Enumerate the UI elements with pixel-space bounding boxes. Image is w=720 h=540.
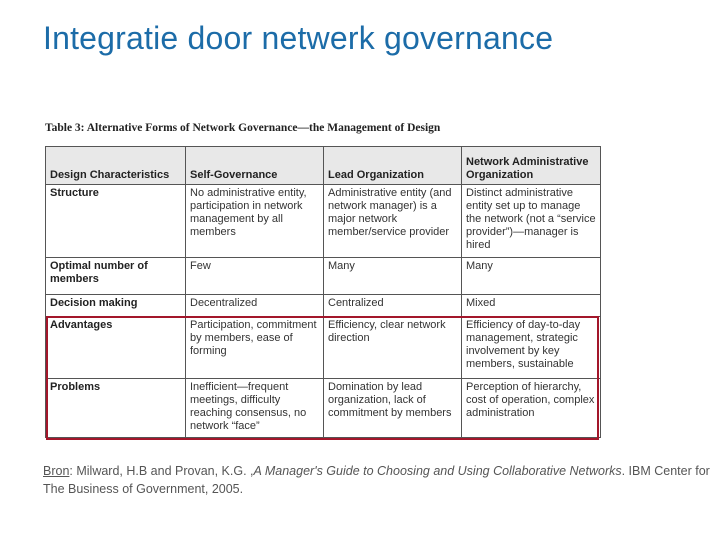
- table-cell: Perception of hierarchy, cost of operation, complex administration: [462, 379, 601, 438]
- table-cell: Inefficient—frequent meetings, difficulty reaching consensus, no network “face”: [186, 379, 324, 438]
- governance-table: [45, 146, 601, 438]
- header-cell: Design Characteristics: [46, 147, 186, 185]
- table-header-row: [46, 147, 601, 185]
- table-cell: Centralized: [324, 295, 462, 317]
- header-cell: Network Administrative Organization: [462, 147, 601, 185]
- source-label: Bron: [43, 464, 70, 478]
- table-caption: Table 3: Alternative Forms of Network Governance—the Management of Design: [45, 122, 441, 134]
- table-cell: Efficiency, clear network direction: [324, 317, 462, 379]
- table-cell: Participation, commitment by members, ease of forming: [186, 317, 324, 379]
- table-row: [46, 185, 601, 258]
- table-cell: Domination by lead organization, lack of commitment by members: [324, 379, 462, 438]
- slide-title: Integratie door netwerk governance: [43, 20, 554, 56]
- table-cell: Distinct administrative entity set up to manage the network (not a “service provider”)—manager is hired: [462, 185, 601, 258]
- table-row: [46, 317, 601, 379]
- source-citation: [43, 462, 720, 498]
- table-cell: No administrative entity, participation in network management by all members: [186, 185, 324, 258]
- table-cell: Decentralized: [186, 295, 324, 317]
- table-cell: Mixed: [462, 295, 601, 317]
- table-cell: Efficiency of day-to-day management, strategic involvement by key members, sustainable: [462, 317, 601, 379]
- table-row: [46, 295, 601, 317]
- source-book-title: A Manager's Guide to Choosing and Using Collaborative Networks: [253, 464, 622, 478]
- table-cell: Many: [462, 258, 601, 295]
- source-text: : Milward, H.B and Provan, K.G. ,: [69, 464, 254, 478]
- row-label: Optimal number of members: [46, 258, 186, 295]
- table-cell: Many: [324, 258, 462, 295]
- row-label: Advantages: [46, 317, 186, 379]
- header-cell: Lead Organization: [324, 147, 462, 185]
- table-row: [46, 379, 601, 438]
- table-cell: Few: [186, 258, 324, 295]
- table-row: [46, 258, 601, 295]
- header-cell: Self-Governance: [186, 147, 324, 185]
- row-label: Problems: [46, 379, 186, 438]
- row-label: Structure: [46, 185, 186, 258]
- table-cell: Administrative entity (and network manager) is a major network member/service provider: [324, 185, 462, 258]
- source-publisher: . IBM Center for The Business of Government, 2005.: [43, 464, 710, 496]
- row-label: Decision making: [46, 295, 186, 317]
